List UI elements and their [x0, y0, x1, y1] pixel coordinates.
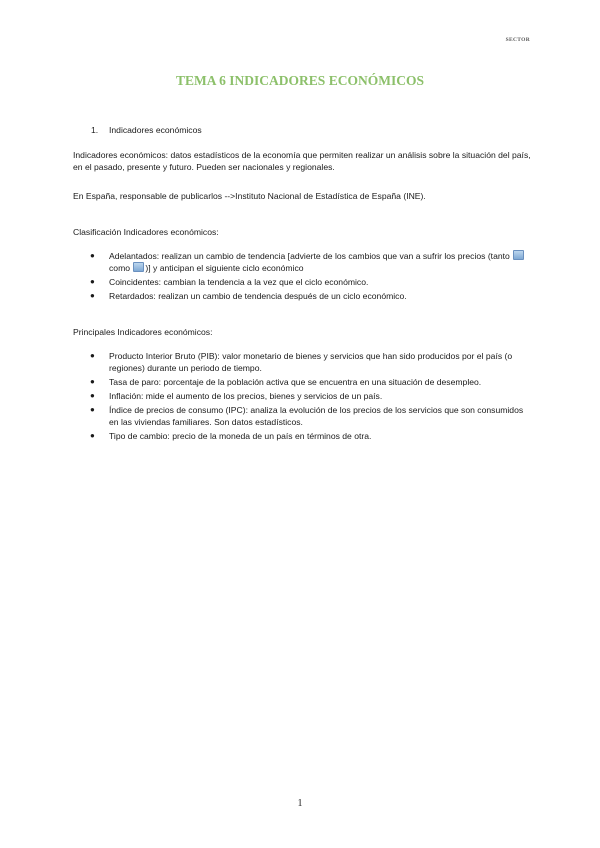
- bullet-icon: ●: [90, 391, 95, 400]
- list-item-retardados: [73, 290, 533, 302]
- adelantados-text-1: Adelantados: realizan un cambio de tendencia [advierte de los cambios que van a sufrir los precios (tanto: [109, 251, 513, 261]
- list-item-inflacion: [73, 390, 533, 402]
- paro-text: Tasa de paro: porcentaje de la población activa que se encuentra en una situación de desempleo.: [109, 377, 482, 387]
- paragraph-ine: En España, responsable de publicarlos -->Instituto Nacional de Estadística de España (INE).: [73, 191, 426, 201]
- bullet-icon: ●: [90, 291, 95, 300]
- list-item-coincidentes: [73, 276, 533, 288]
- page-number: 1: [297, 798, 303, 809]
- list-item-pib: [73, 350, 533, 374]
- bullet-icon: ●: [90, 251, 95, 260]
- classification-list: [73, 250, 533, 302]
- retardados-text: Retardados: realizan un cambio de tendencia después de un ciclo económico.: [109, 291, 407, 301]
- classification-title: Clasificación Indicadores económicos:: [73, 227, 219, 237]
- page-title: TEMA 6 INDICADORES ECONÓMICOS: [176, 73, 424, 88]
- heading-text: Indicadores económicos: [109, 125, 202, 135]
- bullet-icon: ●: [90, 277, 95, 286]
- list-item-adelantados: [73, 250, 533, 274]
- list-item-ipc: [73, 404, 533, 428]
- list-item-tipo-cambio: [73, 430, 533, 442]
- header-label: SECTOR: [505, 37, 530, 43]
- ipc-text: Índice de precios de consumo (IPC): analiza la evolución de los precios de los servicios que son consumidos en las viviendas familiares. Son datos estadísticos.: [109, 405, 524, 427]
- inflacion-text: Inflación: mide el aumento de los precios, bienes y servicios de un país.: [109, 391, 383, 401]
- bullet-icon: ●: [90, 377, 95, 386]
- adelantados-text-2: como: [109, 263, 133, 273]
- heading-number: 1.: [91, 125, 99, 135]
- tipo-cambio-text: Tipo de cambio: precio de la moneda de un país en términos de otra.: [109, 431, 372, 441]
- coincidentes-text: Coincidentes: cambian la tendencia a la vez que el ciclo económico.: [109, 277, 369, 287]
- paragraph-definition: Indicadores económicos: datos estadísticos de la economía que permiten realizar un análisis sobre la situación del país, en el pasado, presente y futuro. Pueden ser nacionales y regionales.: [73, 150, 531, 172]
- bullet-icon: ●: [90, 351, 95, 360]
- document-body: [73, 124, 533, 444]
- arrow-down-icon: [133, 262, 144, 272]
- principal-title: Principales Indicadores económicos:: [73, 327, 213, 337]
- bullet-icon: ●: [90, 405, 95, 414]
- adelantados-text-3: )] y anticipan el siguiente ciclo económico: [145, 263, 304, 273]
- arrow-up-icon: [513, 250, 524, 260]
- pib-text: Producto Interior Bruto (PIB): valor monetario de bienes y servicios que han sido producidos por el país (o regiones) durante un periodo de tiempo.: [109, 351, 513, 373]
- principal-list: [73, 350, 533, 442]
- list-item-paro: [73, 376, 533, 388]
- numbered-heading: [91, 124, 533, 136]
- bullet-icon: ●: [90, 431, 95, 440]
